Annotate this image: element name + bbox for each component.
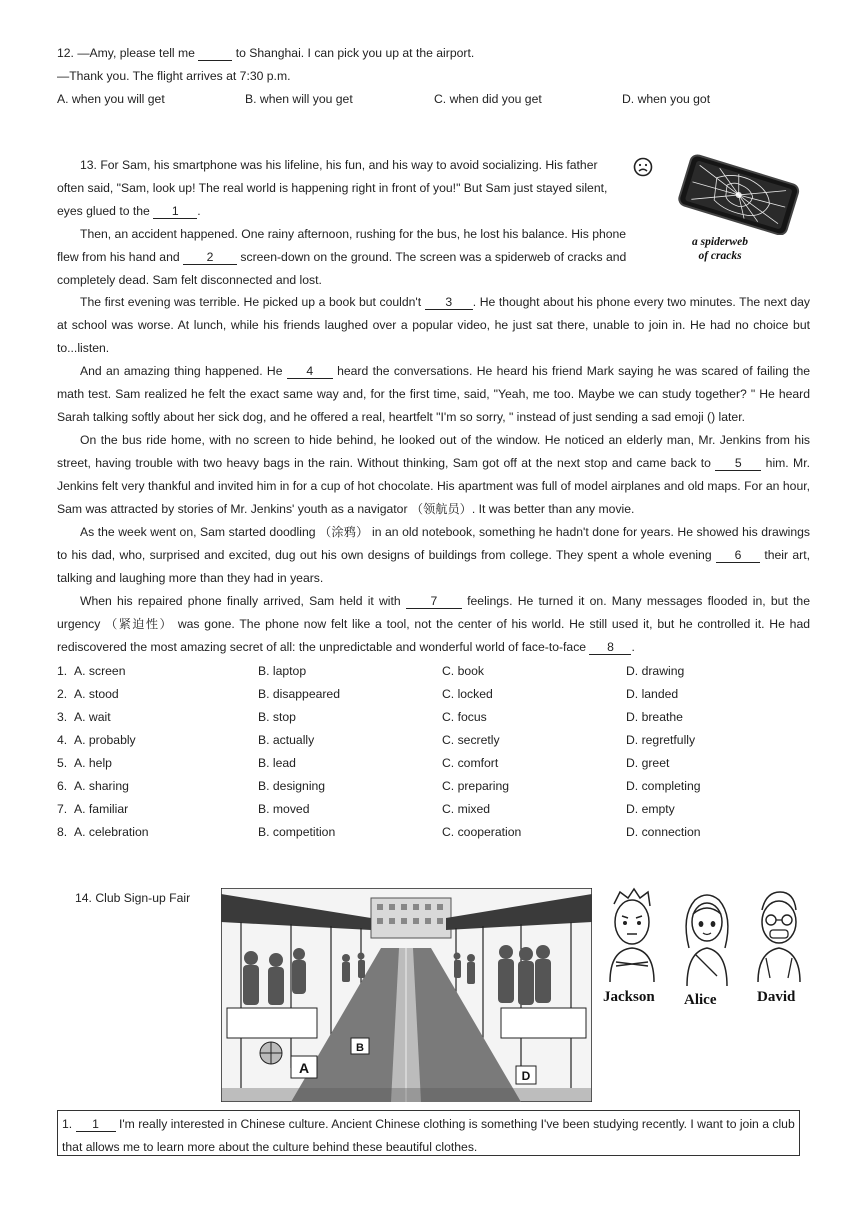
stall-a-label: A [298,1060,310,1076]
text: eyes glued to the [57,204,154,218]
q13-line-6: completely dead. Sam felt disconnected and lost. [57,273,322,287]
option-c[interactable]: C. mixed [442,802,491,816]
q13-paragraph-5 [57,429,810,521]
option-a[interactable]: A. probably [74,733,136,747]
row-num: 8. [57,825,68,839]
sad-face-icon [633,157,653,177]
option-a[interactable]: A. celebration [74,825,149,839]
option-text: when you will get [71,92,165,106]
blank-4[interactable]: 4 [287,365,333,379]
blank-5[interactable]: 5 [715,457,761,471]
q13-line-1: 13. For Sam, his smartphone was his lifeline, his fun, and his way to avoid socializing. His father [80,158,598,172]
q13-line-4: Then, an accident happened. One rainy afternoon, rushing for the bus, he lost his balance. His phone [80,227,627,241]
q14-title: 14. Club Sign-up Fair [75,891,191,905]
option-d[interactable]: D. landed [626,687,679,701]
text: him. Mr. Jenkins felt very thankful and invited him in for a cup of hot chocolate. His apartment was full of model airplanes and old maps. For an hour, Sam was attracted by stories of Mr. Jenkins' youth as a navigator （领航员）. It was better than any movie. [57,456,810,516]
blank-2[interactable]: 2 [183,251,237,265]
option-row-3 [57,710,817,730]
q12-line1 [57,46,474,61]
option-row-4 [57,733,817,753]
character-name-alice: Alice [684,992,717,1008]
row-num: 5. [57,756,68,770]
option-letter: D. [622,92,635,106]
blank-1[interactable]: 1 [153,205,197,219]
text: On the bus ride home, with no screen to hide behind, he looked out of the window. He noticed an elderly man, Mr. Jenkins from his street, having trouble with two heavy bags in the rain. Without thinking, Sam got off at the next stop and came back to [57,433,810,470]
text: feelings. He turned it on. Many messages flooded in, but the urgency （紧迫性） was gone. The phone now felt like a tool, not the center of his world. He still used it, but he controlled it. He had rediscovered the most amazing secret of all: the unpredictable and wonderful world of face-to-face [57,594,810,654]
row-num: 3. [57,710,68,724]
q13-paragraph-6 [57,521,810,590]
blank-6[interactable]: 6 [716,549,760,563]
caption-line: a spiderweb [692,236,748,248]
row-num: 6. [57,779,68,793]
option-letter: B. [245,92,257,106]
q13-paragraph-4 [57,360,810,429]
option-b[interactable]: B. laptop [258,664,307,678]
item-number: 1. [62,1117,73,1131]
text: The first evening was terrible. He picked up a book but couldn't [80,295,425,309]
option-row-6 [57,779,817,799]
option-d[interactable]: D. completing [626,779,701,793]
option-b[interactable]: B. competition [258,825,336,839]
option-row-1 [57,664,817,684]
option-d[interactable]: D. connection [626,825,701,839]
text: . He thought about his phone every two minutes. The next day at school was worse. At lunch, while his friends laughed over a popular video, he just sat there, unable to join in. He had no choice but to...listen. [57,295,810,355]
q13-line-5 [57,250,626,265]
option-d[interactable]: D. breathe [626,710,683,724]
text: When his repaired phone finally arrived, Sam held it with [80,594,406,608]
club-fair-illustration [221,888,592,1102]
option-row-2 [57,687,817,707]
stall-d-label: D [521,1069,531,1083]
option-text: when did you get [449,92,542,106]
q12-line2: —Thank you. The flight arrives at 7:30 p.m. [57,69,291,83]
david-portrait [750,886,808,986]
text: heard the conversations. He heard his friend Mark saying he was scared of failing the math test. Sam realized he felt the exact same way and, for the first time, said, "Yeah, me too. Maybe we can study together? " He heard Sarah talking softly about her sick dog, and he offered a real, heartfelt "I'm so sorry, " instead of just sending a sad emoji () later. [57,364,810,424]
row-num: 4. [57,733,68,747]
option-b[interactable]: B. designing [258,779,326,793]
q12-text-post: to Shanghai. I can pick you up at the airport. [232,46,475,60]
q14-blank-1[interactable]: 1 [76,1118,116,1132]
option-c[interactable]: C. preparing [442,779,510,793]
option-a[interactable]: A. help [74,756,112,770]
option-a[interactable]: A. familiar [74,802,129,816]
q12-blank[interactable] [198,47,232,61]
option-d[interactable]: D. greet [626,756,670,770]
text: . [631,640,635,654]
option-row-7 [57,802,817,822]
option-c[interactable]: C. cooperation [442,825,522,839]
q12-option-c[interactable] [434,92,542,106]
q12-text-pre: 12. —Amy, please tell me [57,46,199,60]
option-a[interactable]: A. wait [74,710,111,724]
option-text: when will you get [259,92,353,106]
q12-option-b[interactable] [245,92,353,106]
q13-paragraph-7 [57,590,810,659]
option-letter: C. [434,92,447,106]
jackson-portrait [602,886,662,986]
row-num: 2. [57,687,68,701]
character-name-jackson: Jackson [603,989,655,1005]
option-row-8 [57,825,817,845]
option-row-5 [57,756,817,776]
blank-3[interactable]: 3 [425,296,473,310]
q13-line-2: often said, "Sam, look up! The real world is happening right in front of you!" But Sam just stayed silent, [57,181,608,195]
text: And an amazing thing happened. He [80,364,287,378]
text: . [197,204,201,218]
caption-line: of cracks [698,250,742,262]
blank-8[interactable]: 8 [589,641,631,655]
option-c[interactable]: C. focus [442,710,487,724]
option-b[interactable]: B. actually [258,733,315,747]
text: their art, talking and laughing more than they had in years. [57,548,810,585]
option-b[interactable]: B. stop [258,710,296,724]
q12-option-d[interactable] [622,92,710,106]
blank-7[interactable]: 7 [406,595,462,609]
cracked-phone-image [673,153,805,235]
option-a[interactable]: A. sharing [74,779,129,793]
phone-caption [680,235,760,263]
option-a[interactable]: A. stood [74,687,119,701]
q12-option-a[interactable] [57,92,165,106]
option-c[interactable]: C. book [442,664,485,678]
alice-portrait [677,888,737,988]
q14-item-1-box [57,1110,800,1156]
option-letter: A. [57,92,69,106]
option-b[interactable]: B. disappeared [258,687,340,701]
option-d[interactable]: D. drawing [626,664,685,678]
option-c[interactable]: C. locked [442,687,493,701]
text: screen-down on the ground. The screen was a spiderweb of cracks and [237,250,627,264]
option-b[interactable]: B. lead [258,756,296,770]
row-num: 1. [57,664,68,678]
option-d[interactable]: D. regretfully [626,733,696,747]
item-text: I'm really interested in Chinese culture. Ancient Chinese clothing is something I've been studying recently. I want to join a club that allows me to learn more about the culture behind these beautiful clothes. [62,1117,795,1154]
stall-b-label: B [356,1042,364,1054]
option-b[interactable]: B. moved [258,802,310,816]
option-c[interactable]: C. secretly [442,733,500,747]
character-name-david: David [757,989,796,1005]
text: As the week went on, Sam started doodling （涂鸦） in an old notebook, something he hadn't done for years. He showed his drawings to his dad, who, surprised and excited, dug out his own designs of buildings from college. They spent a whole evening [57,525,810,562]
text: flew from his hand and [57,250,184,264]
option-d[interactable]: D. empty [626,802,675,816]
option-a[interactable]: A. screen [74,664,126,678]
option-c[interactable]: C. comfort [442,756,499,770]
row-num: 7. [57,802,68,816]
option-text: when you got [637,92,711,106]
q13-line-3 [57,204,201,219]
q13-paragraph-3 [57,291,810,360]
